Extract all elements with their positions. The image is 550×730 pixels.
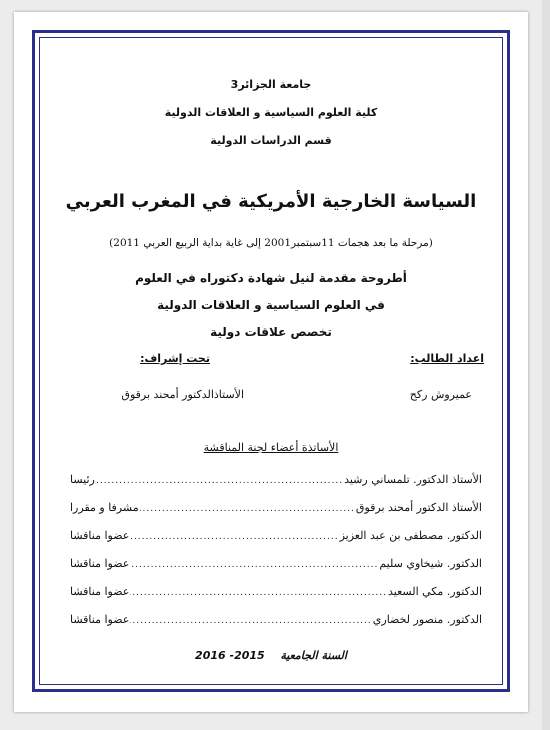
supervisor-label: تحت إشراف: [140, 352, 210, 365]
academic-year-label: السنة الجامعية [280, 649, 347, 662]
university-name: جامعة الجزائر3 [230, 78, 312, 91]
faculty-name: كلية العلوم السياسية و العلاقات الدولية [164, 106, 378, 119]
department-name: قسم الدراسات الدولية [210, 134, 332, 147]
viewer-scrollbar[interactable] [542, 0, 550, 730]
member-name: الدكتور. مكي السعيد [388, 585, 482, 598]
committee-member-row [70, 524, 482, 542]
member-role: عضوا مناقشا [70, 557, 130, 570]
committee-member-row [70, 608, 482, 626]
student-label: اعداد الطالب: [410, 352, 484, 365]
member-role: مشرفا و مقررا [70, 501, 139, 514]
committee-member-row [70, 468, 482, 486]
member-role: رئيسا [70, 473, 95, 486]
committee-member-row [70, 496, 482, 514]
degree-line-1: أطروحة مقدمة لنيل شهادة دكتوراه في العلوم [135, 271, 407, 285]
leader-dots [130, 588, 387, 598]
academic-year [40, 649, 502, 662]
member-name: الدكتور. مصطفى بن عبد العزيز [339, 529, 482, 542]
thesis-title: السياسة الخارجية الأمريكية في المغرب العربي [65, 191, 477, 212]
document-page [14, 12, 528, 712]
member-name: الأستاذ الدكتور أمحند برقوق [355, 501, 482, 514]
member-name: الدكتور. شيخاوي سليم [379, 557, 482, 570]
member-name: الأستاذ الدكتور. تلمساني رشيد [344, 473, 482, 486]
member-name: الدكتور. منصور لخضاري [372, 613, 482, 626]
member-role: عضوا مناقشا [70, 613, 130, 626]
committee-member-row [70, 580, 482, 598]
page-border-inner [39, 37, 503, 685]
leader-dots [130, 532, 338, 542]
leader-dots [130, 560, 378, 570]
student-name: عميروش ركح [409, 388, 472, 401]
committee-member-row [70, 552, 482, 570]
leader-dots [96, 476, 343, 486]
supervisor-name: الأستاذالدكتور أمحند برقوق [121, 388, 244, 401]
academic-year-value: 2015- 2016 [195, 649, 265, 662]
member-role: عضوا مناقشا [70, 585, 130, 598]
page-border [32, 30, 510, 692]
member-role: عضوا مناقشا [70, 529, 130, 542]
leader-dots [140, 504, 355, 514]
degree-line-2: في العلوم السياسية و العلاقات الدولية [157, 298, 385, 312]
committee-heading: الأساتذة أعضاء لجنة المناقشة [203, 441, 339, 454]
specialization: تخصص علاقات دولية [210, 325, 332, 339]
thesis-subtitle: (مرحلة ما بعد هجمات 11سبتمبر2001 إلى غاية بداية الربيع العربي 2011) [109, 237, 433, 249]
leader-dots [130, 616, 371, 626]
